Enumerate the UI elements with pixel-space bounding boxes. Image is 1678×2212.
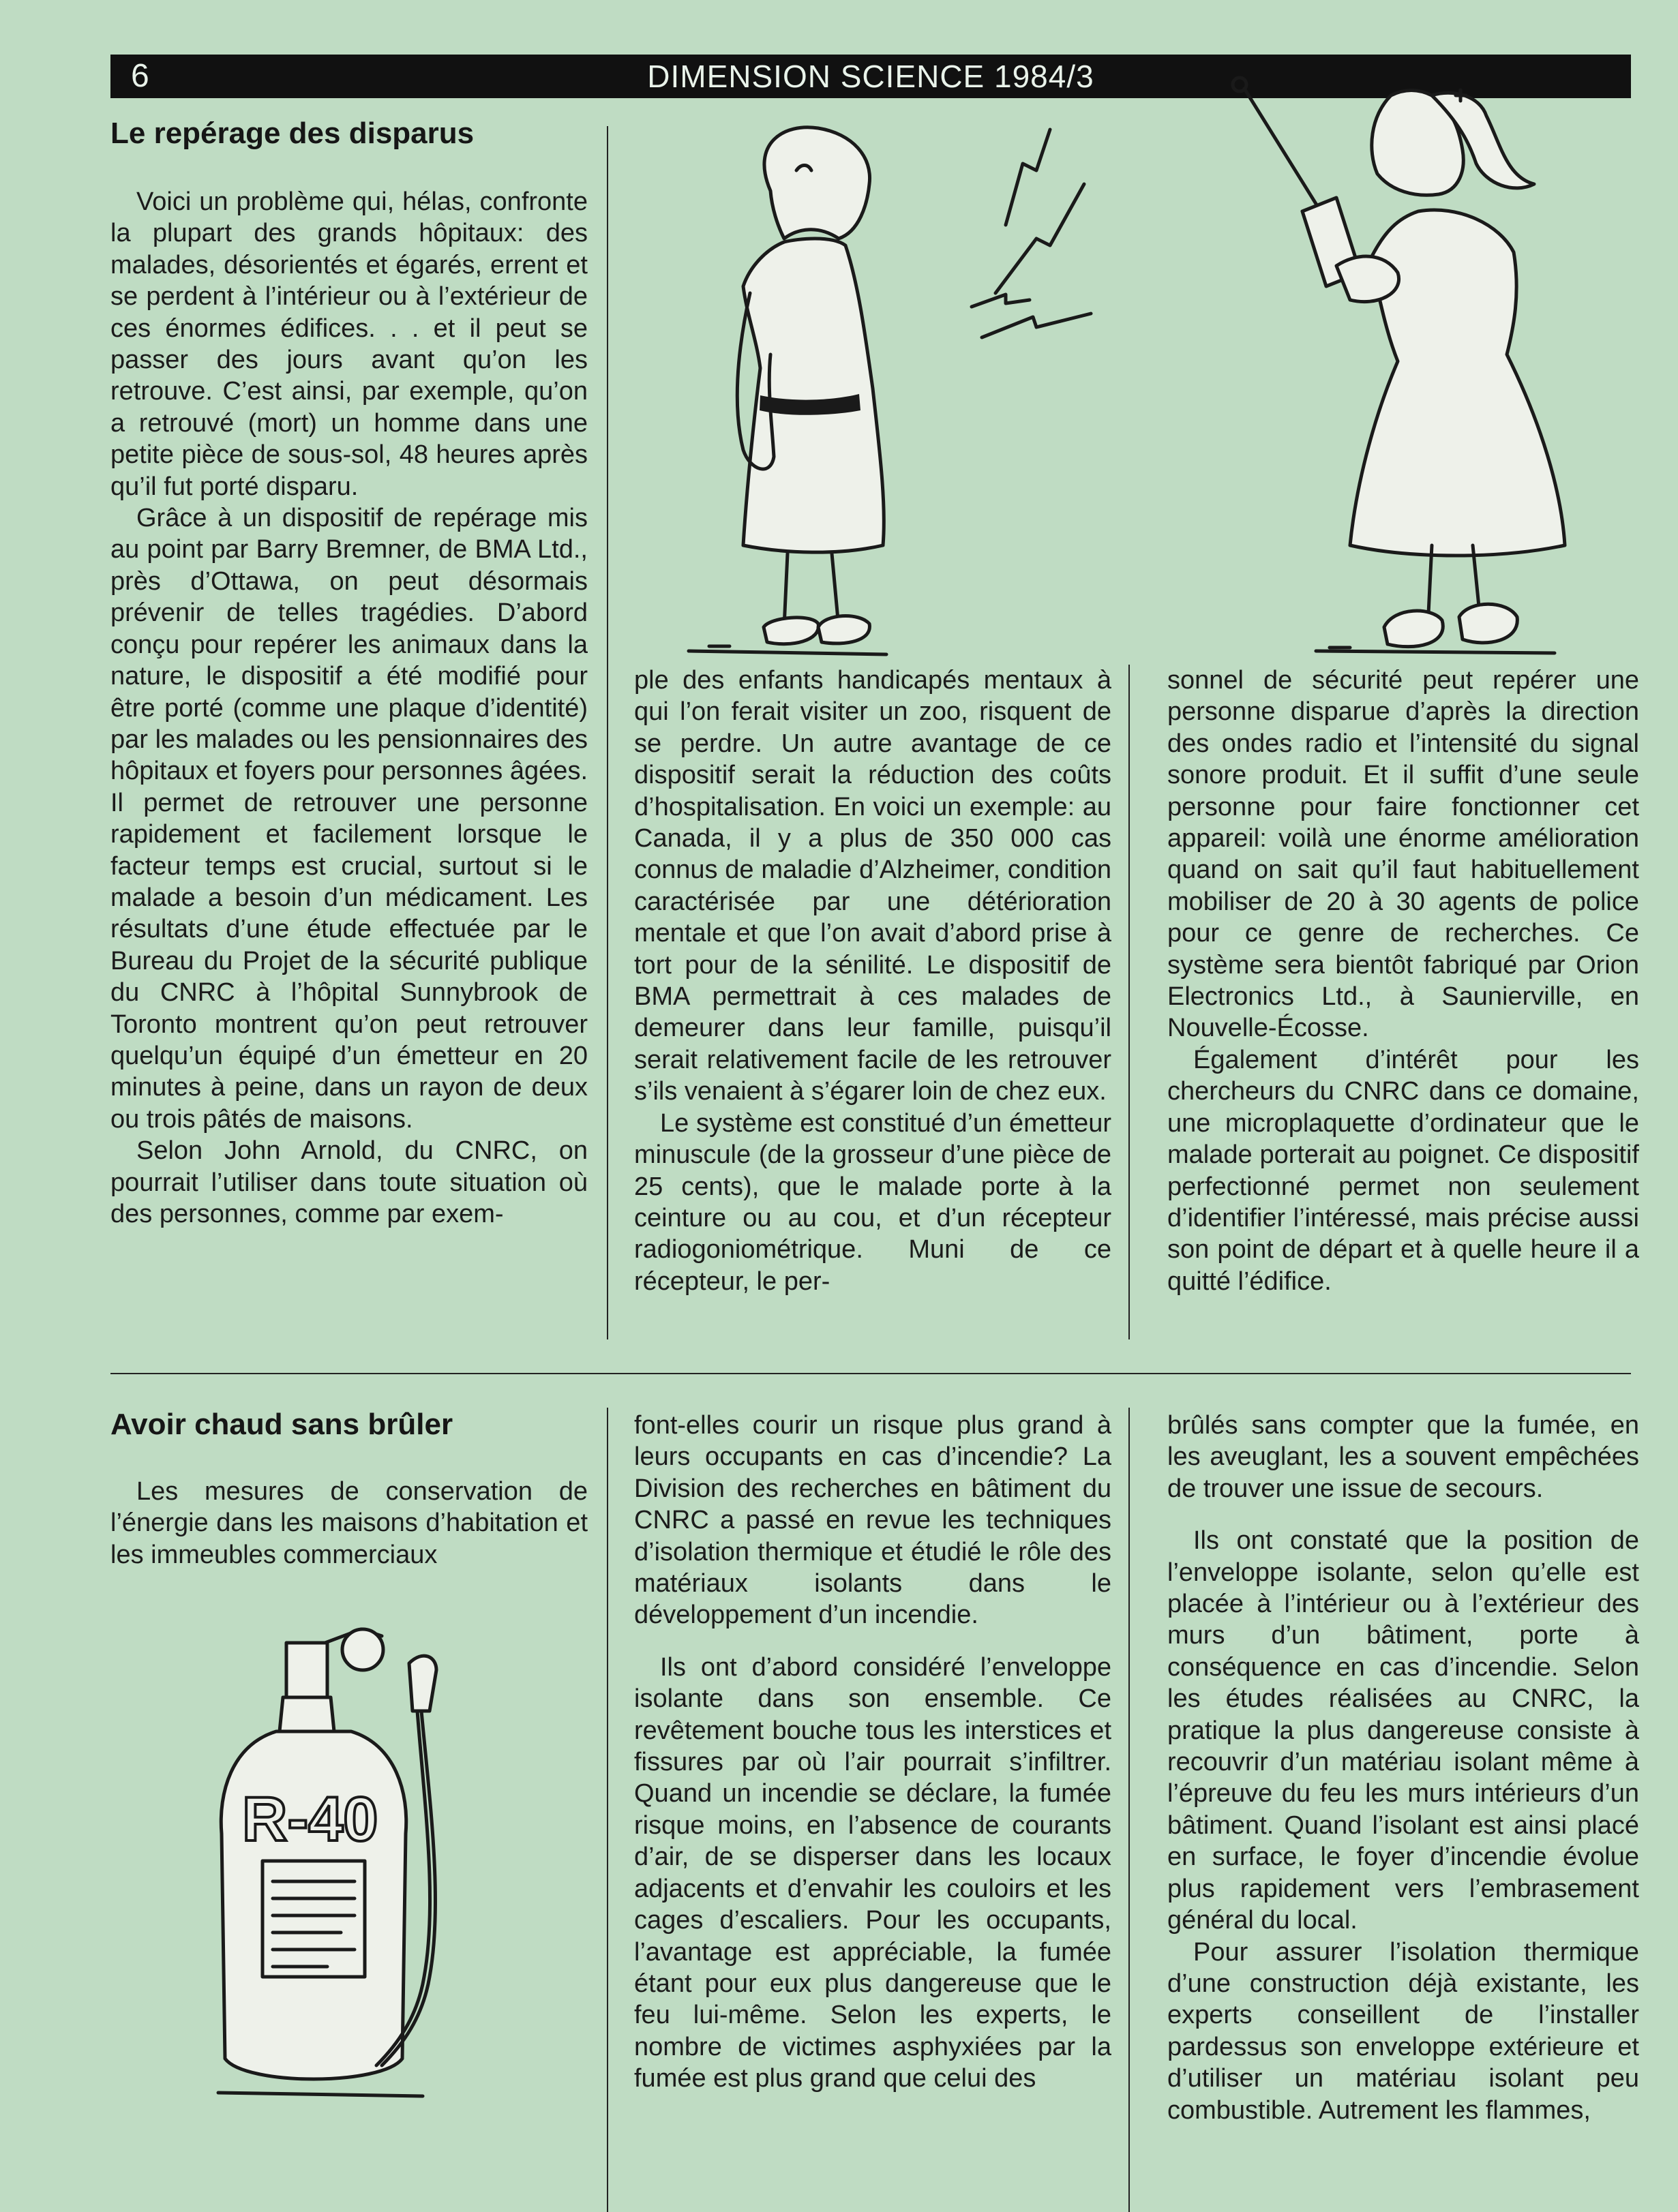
article1-col2-para1: ple des enfants handicapés mentaux à qui l’on ferait visiter un zoo, risquent de se perdre. Un autre avantage de ce dispositif serait la réduction des coûts d’hospitalisation. En voici un exemple: au Canada, il y a plus de 350 000 cas connus de maladie d’Alzheimer, condition caractérisée par une détérioration mentale et que l’on avait d’abord prise à tort pour de la sénilité. Le dispositif de BMA permettrait à ces malades de demeurer dans leur famille, puisqu’il serait relativement facile de les retrouver s’ils venaient à s’égarer loin de chez eux. <box>634 666 1111 1106</box>
article2-col1-para1: Les mesures de conservation de l’énergie dans les maisons d’habitation et les immeubles commerciaux <box>110 1477 588 1569</box>
column-divider-1 <box>607 126 608 1339</box>
column-divider-3 <box>607 1408 608 2212</box>
article2-col3-para2: Ils ont constaté que la position de l’enveloppe isolante, selon qu’elle est placée à l’intérieur ou à l’extérieur des murs d’un bâtiment, porte à conséquence en cas d’incendie. Selon les études réalisées au CNRC, la pratique la plus dangereuse consiste à recouvrir d’un matériau isolant même à l’épreuve du feu les murs intérieurs d’un bâtiment. Quand l’isolant est ainsi placé en surface, le foyer d’incendie évolue plus rapidement vers l’embrasement général du local. <box>1167 1526 1639 1935</box>
article2-col3-para1: brûlés sans compter que la fumée, en les aveuglant, les a souvent empêchées de trouver une issue de secours. <box>1167 1411 1639 1503</box>
extinguisher-label: R-40 <box>242 1785 378 1854</box>
article2-col2-para1: font-elles courir un risque plus grand à leurs occupants en cas d’incendie? La Division des recherches en bâtiment du CNRC a passé en revue les techniques d’isolation thermique et étudié le rôle des matériaux isolants dans le développement d’un incendie. <box>634 1411 1111 1630</box>
article1-col3-para2: Également d’intérêt pour les chercheurs du CNRC dans ce domaine, une microplaquette d’ordinateur que le malade porterait au poignet. Ce dispositif perfectionné permet non seulement d’identifier l’intéressé, mais précise aussi son point de départ et à quelle heure il a quitté l’édifice. <box>1167 1045 1639 1296</box>
article2-column2 <box>634 1410 1111 2095</box>
page-number: 6 <box>131 58 149 94</box>
article-separator <box>110 1373 1631 1374</box>
article1-column2 <box>634 665 1111 1297</box>
fire-extinguisher-illustration <box>205 1595 491 2113</box>
column-divider-4 <box>1128 1408 1130 2212</box>
article1-col2-para2: Le système est constitué d’un émetteur minuscule (de la grosseur d’une pièce de 25 cents), que le malade porte à la ceinture ou au cou, et d’un récepteur radiogoniométrique. Muni de ce récepteur, le per- <box>634 1108 1111 1296</box>
article1-col3-para1: sonnel de sécurité peut repérer une personne disparue d’après la direction des ondes radio et l’intensité du signal sonore produit. Et il suffit d’une seule personne pour faire fonctionner cet appareil: voilà une énorme amélioration quand on sait qu’il faut habituellement mobiliser de 20 à 30 agents de police pour ce genre de recherches. Ce système sera bientôt fabriqué par Orion Electronics Ltd., à Saunierville, en Nouvelle-Écosse. <box>1167 666 1639 1043</box>
article1-col1-para1: Voici un problème qui, hélas, confronte la plupart des grands hôpitaux: des malades, désorientés et égarés, errent et se perdent à l’intérieur ou à l’extérieur de ces énormes édifices. . . et il peut se passer des jours avant qu’on les retrouve. C’est ainsi, par exemple, qu’on a retrouvé (mort) un homme dans une petite pièce de sous-sol, 48 heures après qu’il fut porté disparu. <box>110 187 588 501</box>
publication-title: DIMENSION SCIENCE 1984/3 <box>647 59 1094 94</box>
article1-col1-para2: Grâce à un dispositif de repérage mis au point par Barry Bremner, de BMA Ltd., près d’Ottawa, on peut désormais prévenir de telles tragédies. D’abord conçu pour repérer les animaux dans la nature, le dispositif a été modifié pour être porté (comme une plaque d’identité) par les malades ou les pensionnaires des hôpitaux et foyers pour personnes âgées. Il permet de retrouver une personne rapidement et facilement lorsque le facteur temps est crucial, surtout si le malade a besoin d’un médicament. Les résultats d’une étude effectuée par le Bureau du Projet de la sécurité publique du CNRC à l’hôpital Sunnybrook de Toronto montrent qu’on peut retrouver quelqu’un équipé d’un émetteur en 20 minutes à peine, dans un rayon de deux ou trois pâtés de maisons. <box>110 504 588 1134</box>
article1-column3 <box>1167 665 1639 1297</box>
article2-title: Avoir chaud sans brûler <box>110 1408 453 1441</box>
column-divider-2 <box>1128 665 1130 1339</box>
article2-column1 <box>110 1476 588 1571</box>
tracking-cartoon-illustration <box>614 68 1623 654</box>
article2-col3-para3: Pour assurer l’isolation thermique d’une construction déjà existante, les experts conseillent de l’installer pardessus son enveloppe extérieure et d’utiliser un matériau isolant peu combustible. Autrement les flammes, <box>1167 1937 1639 2125</box>
radio-signal-zigzags <box>972 130 1091 337</box>
article1-col1-para3: Selon John Arnold, du CNRC, on pourrait l’utiliser dans toute situation où des personnes, comme par exem- <box>110 1136 588 1228</box>
article1-title: Le repérage des disparus <box>110 117 475 150</box>
article1-column1 <box>110 186 588 1230</box>
lost-patient-figure <box>689 127 886 654</box>
article2-column3 <box>1167 1410 1639 2126</box>
article2-col2-para2: Ils ont d’abord considéré l’enveloppe isolante dans son ensemble. Ce revêtement bouche tous les interstices et fissures par où l’air pourrait s’infiltrer. Quand un incendie se déclare, la fumée risque moins, en l’absence de courants d’air, de se disperser dans les locaux adjacents et d’envahir les couloirs et les cages d’escaliers. Pour les occupants, l’avantage est appréciable, la fumée étant pour eux plus dangereuse que le feu lui-même. Selon les experts, le nombre de victimes asphyxiées par la fumée est plus grand que celui des <box>634 1652 1111 2093</box>
nurse-figure <box>1233 78 1565 653</box>
